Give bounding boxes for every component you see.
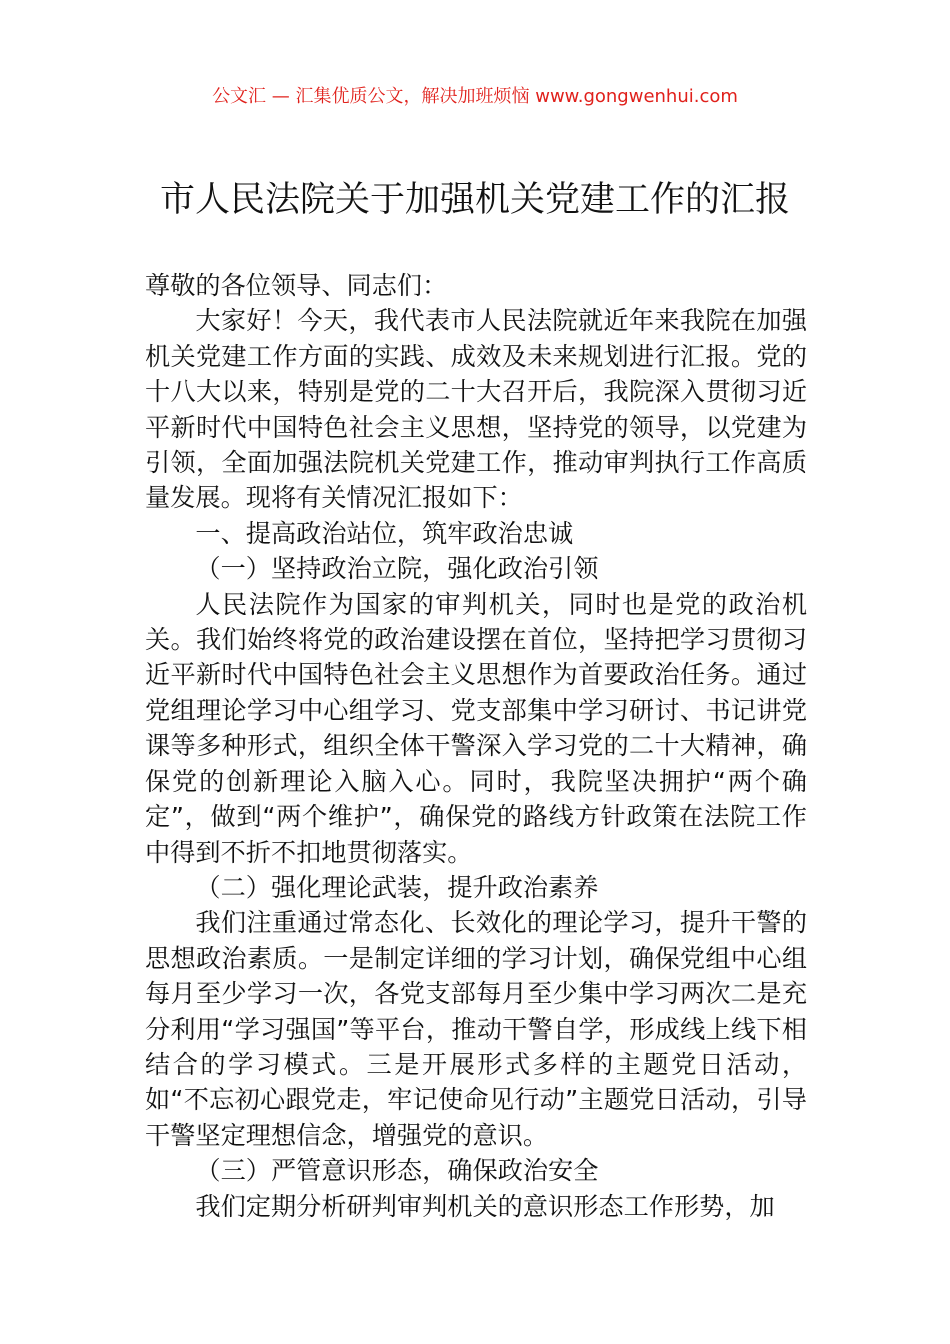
section-heading: 一、提高政治站位，筑牢政治忠诚 [195, 518, 574, 548]
document-title: 市人民法院关于加强机关党建工作的汇报 [159, 180, 790, 220]
intro-paragraph: 大家好！今天，我代表市人民法院就近年来我院在加强机关党建工作方面的实践、成效及未来规划进行汇报。党的十八大以来，特别是党的二十大召开后，我院深入贯彻习近平新时代中国特色社会主义思想，坚持党的领导，以党建为引领，全面加强法院机关党建工作，推动审判执行工作高质量发展。现将有关情况汇报如下： [145, 306, 807, 513]
body-paragraph: 人民法院作为国家的审判机关，同时也是党的政治机关。我们始终将党的政治建设摆在首位，坚持把学习贯彻习近平新时代中国特色社会主义思想作为首要政治任务。通过党组理论学习中心组学习、党支部集中学习研讨、书记讲党课等多种形式，组织全体干警深入学习党的二十大精神，确保党的创新理论入脑入心。同时，我院坚决拥护“两个确定”，做到“两个维护”，确保党的路线方针政策在法院工作中得到不折不扣地贯彻落实。 [145, 589, 807, 867]
body-paragraph: 我们注重通过常态化、长效化的理论学习，提升干警的思想政治素质。一是制定详细的学习计划，确保党组中心组每月至少学习一次，各党支部每月至少集中学习两次二是充分利用“学习强国”等平台，推动干警自学，形成线上线下相结合的学习模式。三是开展形式多样的主题党日活动，如“不忘初心跟党走，牢记使命见行动”主题党日活动，引导干警坚定理想信念，增强党的意识。 [145, 908, 807, 1150]
body-paragraph: 我们定期分析研判审判机关的意识形态工作形势，加 [195, 1191, 775, 1221]
header-banner: 公文汇 — 汇集优质公文，解决加班烦恼 www.gongwenhui.com [212, 86, 738, 107]
document-body [145, 268, 807, 1224]
salutation: 尊敬的各位领导、同志们： [145, 271, 448, 300]
subsection-heading: （二）强化理论武装，提升政治素养 [195, 872, 599, 902]
subsection-heading: （三）严管意识形态，确保政治安全 [195, 1156, 599, 1186]
subsection-heading: （一）坚持政治立院，强化政治引领 [195, 554, 599, 584]
